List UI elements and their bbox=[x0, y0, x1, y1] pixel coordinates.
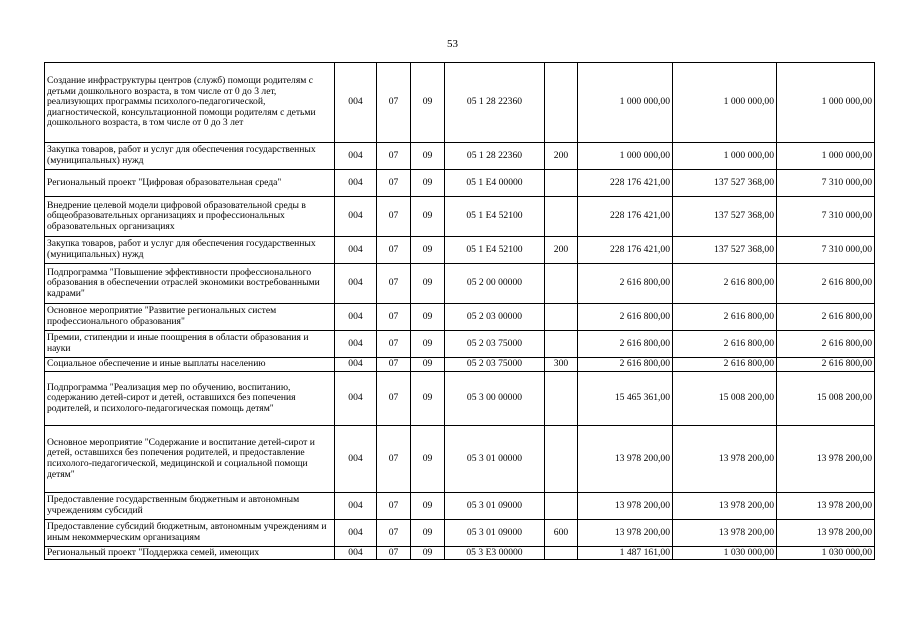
table-row bbox=[45, 63, 875, 143]
table-cell-amount-3: 7 310 000,00 bbox=[777, 237, 875, 264]
table-cell-section: 07 bbox=[377, 237, 411, 264]
table-cell-subsection: 09 bbox=[411, 372, 445, 426]
table-cell-name: Предоставление государственным бюджетным и автономным учреждениям субсидий bbox=[45, 493, 335, 520]
table-cell-amount-1: 1 000 000,00 bbox=[578, 63, 673, 143]
table-cell-amount-1: 13 978 200,00 bbox=[578, 493, 673, 520]
table-cell-target-article: 05 1 28 22360 bbox=[445, 63, 545, 143]
table-cell-target-article: 05 2 03 00000 bbox=[445, 304, 545, 331]
table-cell-target-article: 05 2 00 00000 bbox=[445, 264, 545, 304]
budget-table bbox=[44, 62, 875, 560]
table-cell-subsection: 09 bbox=[411, 493, 445, 520]
table-cell-subsection: 09 bbox=[411, 331, 445, 358]
table-cell-amount-1: 1 000 000,00 bbox=[578, 143, 673, 170]
table-cell-amount-2: 1 030 000,00 bbox=[673, 547, 777, 560]
table-cell-amount-3: 13 978 200,00 bbox=[777, 520, 875, 547]
table-cell-amount-2: 2 616 800,00 bbox=[673, 331, 777, 358]
table-cell-amount-2: 2 616 800,00 bbox=[673, 358, 777, 372]
table-cell-subsection: 09 bbox=[411, 143, 445, 170]
table-cell-amount-3: 1 000 000,00 bbox=[777, 143, 875, 170]
table-cell-grbs: 004 bbox=[335, 547, 377, 560]
table-cell-name: Основное мероприятие "Развитие региональных систем профессионального образования" bbox=[45, 304, 335, 331]
table-cell-expense-type bbox=[545, 331, 578, 358]
table-cell-target-article: 05 3 01 00000 bbox=[445, 426, 545, 493]
table-cell-section: 07 bbox=[377, 547, 411, 560]
table-cell-expense-type: 300 bbox=[545, 358, 578, 372]
table-cell-amount-1: 228 176 421,00 bbox=[578, 170, 673, 197]
table-cell-section: 07 bbox=[377, 63, 411, 143]
table-cell-name: Закупка товаров, работ и услуг для обеспечения государственных (муниципальных) нужд bbox=[45, 237, 335, 264]
table-cell-amount-2: 13 978 200,00 bbox=[673, 426, 777, 493]
table-row bbox=[45, 143, 875, 170]
table-cell-subsection: 09 bbox=[411, 197, 445, 237]
table-cell-target-article: 05 1 E4 52100 bbox=[445, 197, 545, 237]
table-cell-amount-1: 15 465 361,00 bbox=[578, 372, 673, 426]
table-row bbox=[45, 304, 875, 331]
table-cell-grbs: 004 bbox=[335, 63, 377, 143]
table-row bbox=[45, 331, 875, 358]
table-cell-expense-type bbox=[545, 547, 578, 560]
table-cell-section: 07 bbox=[377, 264, 411, 304]
table-cell-expense-type: 600 bbox=[545, 520, 578, 547]
table-cell-amount-2: 13 978 200,00 bbox=[673, 493, 777, 520]
table-cell-amount-1: 2 616 800,00 bbox=[578, 304, 673, 331]
table-cell-target-article: 05 2 03 75000 bbox=[445, 358, 545, 372]
table-cell-amount-3: 7 310 000,00 bbox=[777, 170, 875, 197]
table-cell-expense-type bbox=[545, 493, 578, 520]
table-row bbox=[45, 493, 875, 520]
table-cell-subsection: 09 bbox=[411, 520, 445, 547]
table-cell-name: Предоставление субсидий бюджетным, автономным учреждениям и иным некоммерческим организациям bbox=[45, 520, 335, 547]
table-cell-subsection: 09 bbox=[411, 170, 445, 197]
table-cell-amount-3: 1 030 000,00 bbox=[777, 547, 875, 560]
table-cell-section: 07 bbox=[377, 493, 411, 520]
table-cell-expense-type: 200 bbox=[545, 143, 578, 170]
table-cell-amount-3: 13 978 200,00 bbox=[777, 493, 875, 520]
table-cell-grbs: 004 bbox=[335, 426, 377, 493]
table-cell-target-article: 05 3 E3 00000 bbox=[445, 547, 545, 560]
table-cell-amount-1: 1 487 161,00 bbox=[578, 547, 673, 560]
table-cell-amount-3: 2 616 800,00 bbox=[777, 264, 875, 304]
table-cell-name: Региональный проект "Поддержка семей, имеющих bbox=[45, 547, 335, 560]
table-cell-amount-3: 7 310 000,00 bbox=[777, 197, 875, 237]
table-cell-amount-2: 137 527 368,00 bbox=[673, 197, 777, 237]
table-cell-subsection: 09 bbox=[411, 304, 445, 331]
table-cell-section: 07 bbox=[377, 331, 411, 358]
table-cell-subsection: 09 bbox=[411, 264, 445, 304]
table-row bbox=[45, 372, 875, 426]
table-cell-amount-1: 13 978 200,00 bbox=[578, 426, 673, 493]
table-cell-name: Закупка товаров, работ и услуг для обеспечения государственных (муниципальных) нужд bbox=[45, 143, 335, 170]
table-cell-section: 07 bbox=[377, 520, 411, 547]
table-row bbox=[45, 358, 875, 372]
table-cell-target-article: 05 3 01 09000 bbox=[445, 493, 545, 520]
table-cell-amount-2: 137 527 368,00 bbox=[673, 237, 777, 264]
table-cell-amount-3: 1 000 000,00 bbox=[777, 63, 875, 143]
table-cell-target-article: 05 3 01 09000 bbox=[445, 520, 545, 547]
table-cell-expense-type bbox=[545, 372, 578, 426]
table-cell-subsection: 09 bbox=[411, 426, 445, 493]
table-cell-name: Создание инфраструктуры центров (служб) помощи родителям с детьми дошкольного возраста, в том числе от 0 до 3 лет, реализующих программы психолого-педагогической, диагностической, консультационной помощи родителям с детьми дошкольного возраста, в том числе от 0 до 3 лет bbox=[45, 63, 335, 143]
table-cell-amount-3: 2 616 800,00 bbox=[777, 304, 875, 331]
table-cell-amount-3: 13 978 200,00 bbox=[777, 426, 875, 493]
table-cell-amount-2: 137 527 368,00 bbox=[673, 170, 777, 197]
table-row bbox=[45, 197, 875, 237]
table-cell-amount-2: 1 000 000,00 bbox=[673, 143, 777, 170]
table-cell-section: 07 bbox=[377, 143, 411, 170]
table-cell-grbs: 004 bbox=[335, 170, 377, 197]
table-cell-grbs: 004 bbox=[335, 493, 377, 520]
table-row bbox=[45, 264, 875, 304]
table-cell-expense-type bbox=[545, 63, 578, 143]
table-cell-amount-1: 13 978 200,00 bbox=[578, 520, 673, 547]
table-cell-name: Подпрограмма "Повышение эффективности профессионального образования в обеспечении отраслей экономики востребованными кадрами" bbox=[45, 264, 335, 304]
table-row bbox=[45, 547, 875, 560]
table-cell-grbs: 004 bbox=[335, 237, 377, 264]
table-cell-expense-type bbox=[545, 426, 578, 493]
table-row bbox=[45, 237, 875, 264]
table-cell-subsection: 09 bbox=[411, 358, 445, 372]
table-cell-amount-2: 2 616 800,00 bbox=[673, 304, 777, 331]
table-cell-amount-2: 13 978 200,00 bbox=[673, 520, 777, 547]
table-cell-expense-type bbox=[545, 170, 578, 197]
table-cell-name: Премии, стипендии и иные поощрения в области образования и науки bbox=[45, 331, 335, 358]
table-row bbox=[45, 426, 875, 493]
table-cell-expense-type bbox=[545, 304, 578, 331]
table-cell-section: 07 bbox=[377, 304, 411, 331]
table-cell-amount-3: 2 616 800,00 bbox=[777, 358, 875, 372]
table-cell-amount-1: 2 616 800,00 bbox=[578, 331, 673, 358]
table-cell-amount-2: 2 616 800,00 bbox=[673, 264, 777, 304]
table-cell-target-article: 05 1 E4 52100 bbox=[445, 237, 545, 264]
table-cell-name: Подпрограмма "Реализация мер по обучению, воспитанию, содержанию детей-сирот и детей, оставшихся без попечения родителей, и психолого-педагогическая помощь детям" bbox=[45, 372, 335, 426]
table-cell-amount-3: 15 008 200,00 bbox=[777, 372, 875, 426]
table-cell-section: 07 bbox=[377, 197, 411, 237]
table-cell-amount-2: 1 000 000,00 bbox=[673, 63, 777, 143]
table-cell-section: 07 bbox=[377, 426, 411, 493]
table-cell-subsection: 09 bbox=[411, 547, 445, 560]
table-cell-expense-type: 200 bbox=[545, 237, 578, 264]
table-cell-amount-1: 228 176 421,00 bbox=[578, 197, 673, 237]
table-cell-amount-2: 15 008 200,00 bbox=[673, 372, 777, 426]
table-cell-grbs: 004 bbox=[335, 372, 377, 426]
table-cell-target-article: 05 3 00 00000 bbox=[445, 372, 545, 426]
table-cell-section: 07 bbox=[377, 372, 411, 426]
table-cell-grbs: 004 bbox=[335, 304, 377, 331]
table-cell-section: 07 bbox=[377, 170, 411, 197]
table-row bbox=[45, 170, 875, 197]
table-cell-expense-type bbox=[545, 264, 578, 304]
table-cell-name: Социальное обеспечение и иные выплаты населению bbox=[45, 358, 335, 372]
table-cell-grbs: 004 bbox=[335, 358, 377, 372]
table-cell-amount-1: 2 616 800,00 bbox=[578, 358, 673, 372]
table-cell-name: Основное мероприятие "Содержание и воспитание детей-сирот и детей, оставшихся без попечения родителей, и предоставление психолого-педагогической, медицинской и социальной помощи детям" bbox=[45, 426, 335, 493]
table-cell-amount-1: 228 176 421,00 bbox=[578, 237, 673, 264]
table-cell-name: Внедрение целевой модели цифровой образовательной среды в общеобразовательных организациях и профессиональных образовательных организациях bbox=[45, 197, 335, 237]
table-cell-target-article: 05 1 E4 00000 bbox=[445, 170, 545, 197]
table-cell-target-article: 05 1 28 22360 bbox=[445, 143, 545, 170]
table-cell-name: Региональный проект "Цифровая образовательная среда" bbox=[45, 170, 335, 197]
table-row bbox=[45, 520, 875, 547]
table-cell-amount-3: 2 616 800,00 bbox=[777, 331, 875, 358]
table-cell-grbs: 004 bbox=[335, 520, 377, 547]
table-cell-subsection: 09 bbox=[411, 63, 445, 143]
table-cell-subsection: 09 bbox=[411, 237, 445, 264]
table-cell-grbs: 004 bbox=[335, 197, 377, 237]
table-cell-grbs: 004 bbox=[335, 331, 377, 358]
table-cell-amount-1: 2 616 800,00 bbox=[578, 264, 673, 304]
page-number: 53 bbox=[447, 38, 458, 50]
table-cell-grbs: 004 bbox=[335, 143, 377, 170]
table-cell-grbs: 004 bbox=[335, 264, 377, 304]
table-cell-section: 07 bbox=[377, 358, 411, 372]
table-cell-target-article: 05 2 03 75000 bbox=[445, 331, 545, 358]
table-cell-expense-type bbox=[545, 197, 578, 237]
